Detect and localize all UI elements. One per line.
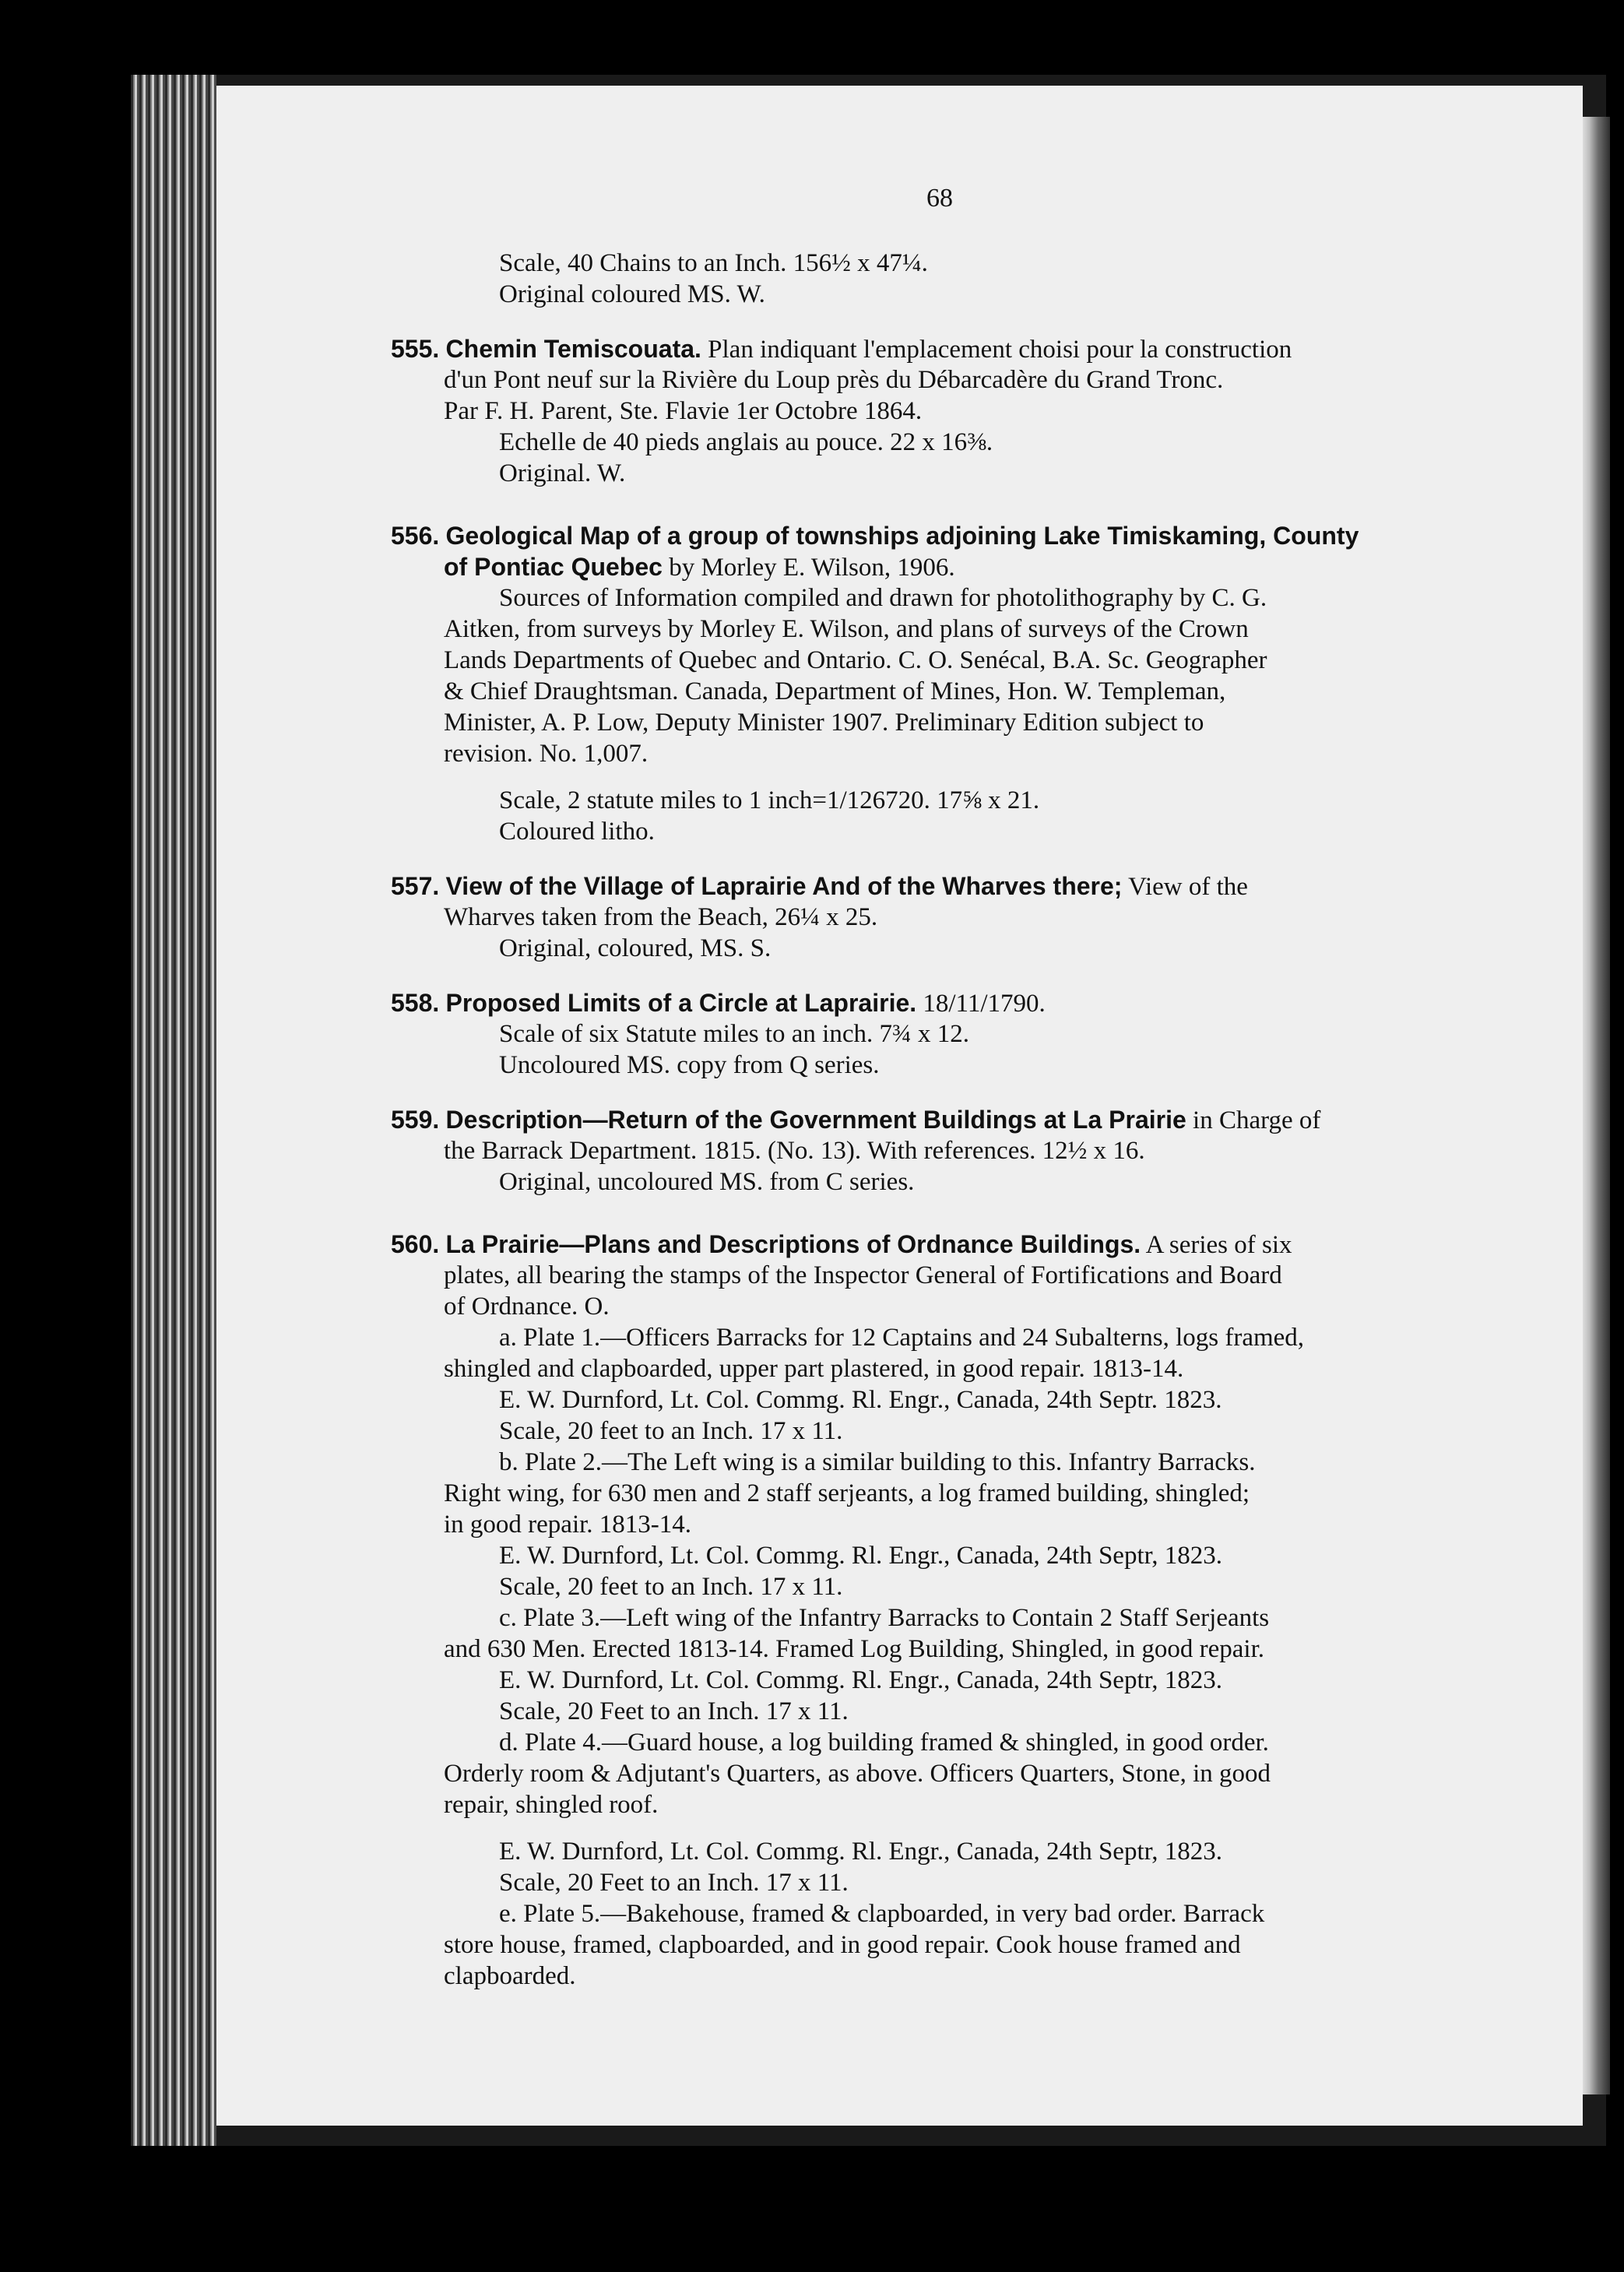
entry-number: 556.: [391, 522, 440, 550]
entry-number: 560.: [391, 1230, 440, 1258]
text-line: the Barrack Department. 1815. (No. 13). With references. 12½ x 16.: [444, 1137, 1145, 1165]
text-line: revision. No. 1,007.: [444, 740, 649, 768]
entry-heading-continuation: of Pontiac Quebec: [444, 553, 663, 581]
text-line: Scale, 2 statute miles to 1 inch=1/126720. 17⅝ x 21.: [499, 786, 1040, 814]
text-line: in Charge of: [1193, 1106, 1321, 1134]
text-line: View of the: [1128, 873, 1248, 901]
entry-heading: Proposed Limits of a Circle at Laprairie.: [445, 989, 917, 1017]
text-line: store house, framed, clapboarded, and in good repair. Cook house framed and: [444, 1931, 1241, 1959]
text-line: Right wing, for 630 men and 2 staff serjeants, a log framed building, shingled;: [444, 1479, 1250, 1507]
text-line: Original. W.: [499, 459, 626, 487]
text-line: Par F. H. Parent, Ste. Flavie 1er Octobre 1864.: [444, 397, 923, 425]
entry-heading: Description—Return of the Government Buildings at La Prairie: [445, 1106, 1186, 1134]
text-line: c. Plate 3.—Left wing of the Infantry Barracks to Contain 2 Staff Serjeants: [499, 1604, 1270, 1632]
text-line: and 630 Men. Erected 1813-14. Framed Log Building, Shingled, in good repair.: [444, 1635, 1264, 1663]
entry-number: 559.: [391, 1106, 440, 1134]
text-line: 18/11/1790.: [923, 990, 1046, 1018]
entry-number: 558.: [391, 989, 440, 1017]
entry-number: 557.: [391, 872, 440, 900]
text-line: Coloured litho.: [499, 818, 655, 846]
text-line: Scale, 40 Chains to an Inch. 156½ x 47¼.: [499, 249, 928, 277]
text-line: d. Plate 4.—Guard house, a log building framed & shingled, in good order.: [499, 1729, 1269, 1757]
text-line: Sources of Information compiled and drawn for photolithography by C. G.: [499, 584, 1267, 612]
text-line: Orderly room & Adjutant's Quarters, as above. Officers Quarters, Stone, in good: [444, 1760, 1271, 1788]
page-number: 68: [926, 184, 953, 213]
text-line: Scale, 20 feet to an Inch. 17 x 11.: [499, 1573, 843, 1601]
text-line: & Chief Draughtsman. Canada, Department of Mines, Hon. W. Templeman,: [444, 677, 1226, 705]
text-line: E. W. Durnford, Lt. Col. Commg. Rl. Engr., Canada, 24th Septr. 1823.: [499, 1386, 1222, 1414]
text-line: Scale, 20 Feet to an Inch. 17 x 11.: [499, 1697, 849, 1725]
entry-heading: View of the Village of Laprairie And of the Wharves there;: [445, 872, 1123, 900]
text-line: plates, all bearing the stamps of the Inspector General of Fortifications and Board: [444, 1261, 1282, 1289]
text-line: Lands Departments of Quebec and Ontario. C. O. Senécal, B.A. Sc. Geographer: [444, 646, 1267, 674]
text-line: b. Plate 2.—The Left wing is a similar building to this. Infantry Barracks.: [499, 1448, 1256, 1476]
text-line: Plan indiquant l'emplacement choisi pour la construction: [708, 336, 1292, 364]
entry-heading: Geological Map of a group of townships adjoining Lake Timiskaming, County: [445, 522, 1359, 550]
text-line: Original, uncoloured MS. from C series.: [499, 1168, 915, 1196]
text-line: d'un Pont neuf sur la Rivière du Loup près du Débarcadère du Grand Tronc.: [444, 366, 1224, 394]
text-line: Original, coloured, MS. S.: [499, 934, 772, 962]
text-line: of Ordnance. O.: [444, 1293, 610, 1321]
text-line: Aitken, from surveys by Morley E. Wilson, and plans of surveys of the Crown: [444, 615, 1249, 643]
text-line: Wharves taken from the Beach, 26¼ x 25.: [444, 903, 878, 931]
book-page-edges-right: [1580, 117, 1610, 2094]
text-line: Echelle de 40 pieds anglais au pouce. 22 x 16⅜.: [499, 428, 993, 456]
entry-heading: La Prairie—Plans and Descriptions of Ordnance Buildings.: [445, 1230, 1141, 1258]
text-line: E. W. Durnford, Lt. Col. Commg. Rl. Engr., Canada, 24th Septr, 1823.: [499, 1838, 1223, 1866]
text-line: in good repair. 1813-14.: [444, 1511, 692, 1539]
text-line: clapboarded.: [444, 1962, 576, 1990]
text-line: shingled and clapboarded, upper part plastered, in good repair. 1813-14.: [444, 1355, 1184, 1383]
text-line: A series of six: [1145, 1231, 1292, 1259]
text-line: E. W. Durnford, Lt. Col. Commg. Rl. Engr., Canada, 24th Septr, 1823.: [499, 1666, 1223, 1694]
entry-heading: Chemin Temiscouata.: [445, 335, 701, 363]
text-line: Scale, 20 feet to an Inch. 17 x 11.: [499, 1417, 843, 1445]
text-line: Original coloured MS. W.: [499, 280, 765, 308]
text-line: Scale, 20 Feet to an Inch. 17 x 11.: [499, 1869, 849, 1897]
book-page-edges-left: [131, 75, 216, 2146]
text-line: E. W. Durnford, Lt. Col. Commg. Rl. Engr., Canada, 24th Septr, 1823.: [499, 1542, 1223, 1570]
text-line: Minister, A. P. Low, Deputy Minister 1907. Preliminary Edition subject to: [444, 709, 1204, 737]
entry-number: 555.: [391, 335, 440, 363]
text-line: Scale of six Statute miles to an inch. 7¾ x 12.: [499, 1020, 969, 1048]
text-line: Uncoloured MS. copy from Q series.: [499, 1051, 880, 1079]
text-line: repair, shingled roof.: [444, 1791, 659, 1819]
text-line: e. Plate 5.—Bakehouse, framed & clapboarded, in very bad order. Barrack: [499, 1900, 1265, 1928]
text-line: by Morley E. Wilson, 1906.: [669, 554, 955, 582]
text-line: a. Plate 1.—Officers Barracks for 12 Captains and 24 Subalterns, logs framed,: [499, 1324, 1305, 1352]
